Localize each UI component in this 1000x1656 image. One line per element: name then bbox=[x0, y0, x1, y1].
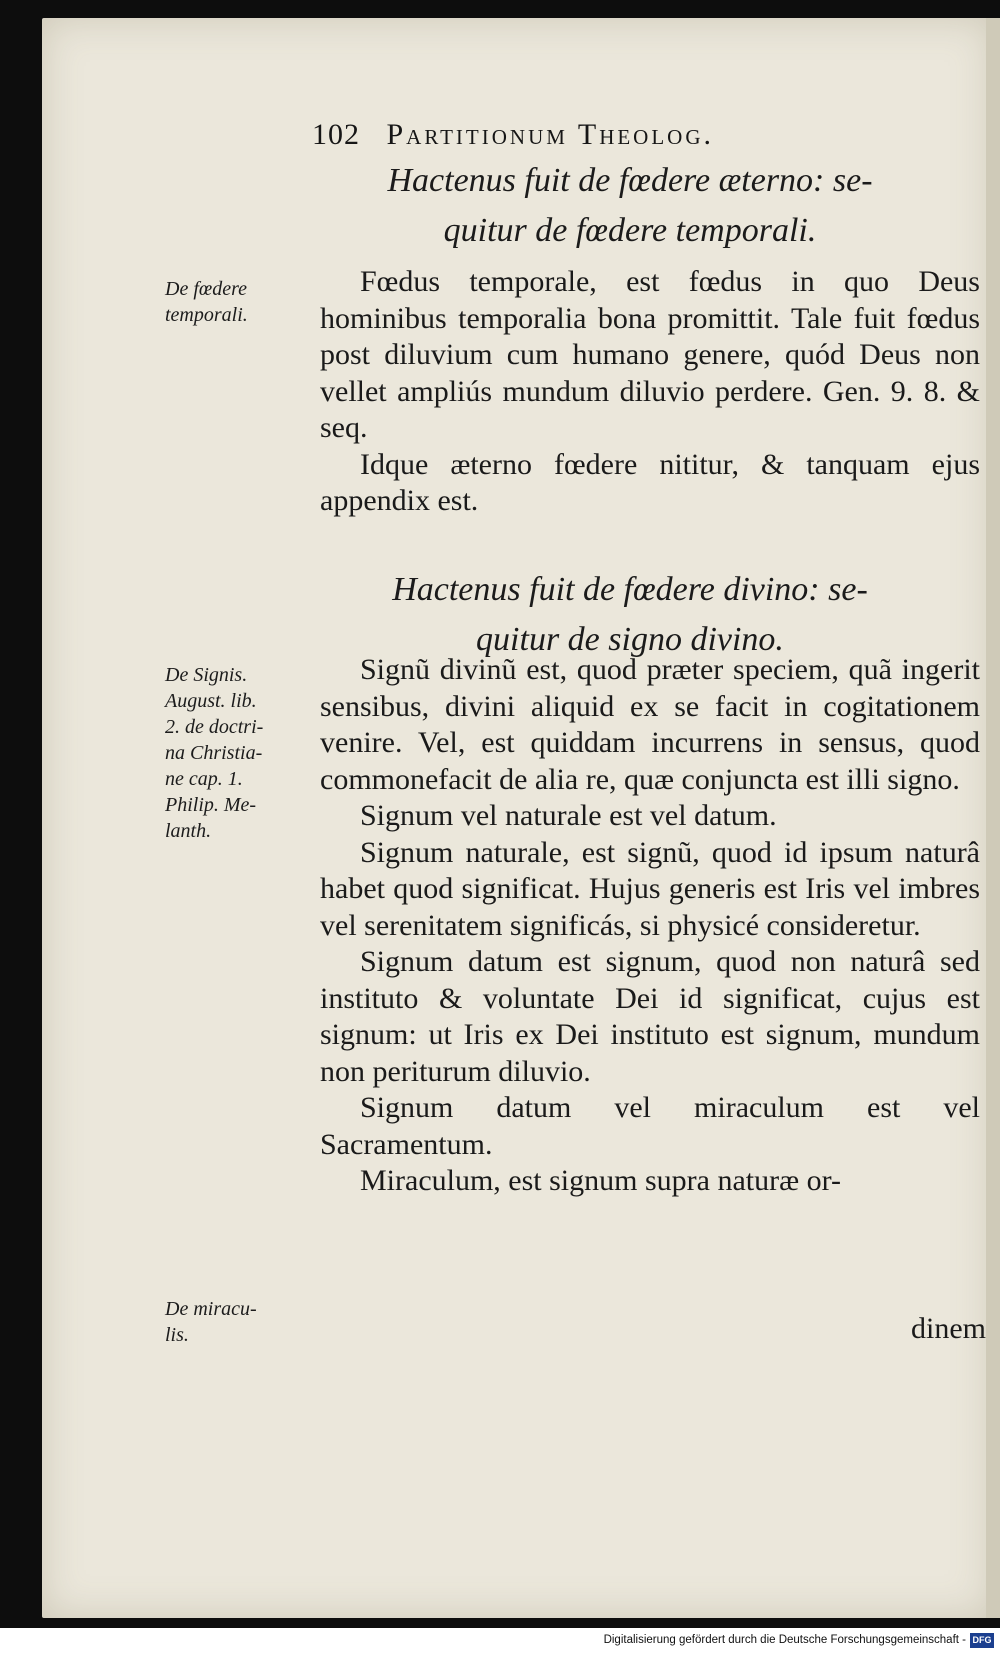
paragraph: Fœdus temporale, est fœdus in quo Deus hominibus temporalia bona promittit. Tale fuit fœdus post diluvium cum humano genere, quód Deus non vellet ampliús mundum diluvio perdere. Gen. 9. 8. & seq. bbox=[320, 265, 980, 444]
paragraph-block-1 bbox=[320, 264, 980, 520]
paragraph: Signũ divinũ est, quod præter speciem, quã ingerit sensibus, divini aliquid ex se facit in cogitationem venire. Vel, est quiddam incurrens in sensus, quod commonefacit de alia re, quæ conjuncta est illi signo. bbox=[320, 653, 980, 796]
paragraph: Signum datum est signum, quod non naturâ sed instituto & voluntate Dei id significat, cujus est signum: ut Iris ex Dei instituto est signum, mundum non periturum diluvio. bbox=[320, 945, 980, 1088]
catchword: dinem bbox=[911, 1312, 986, 1345]
margin-note-miraculis: De miracu- lis. bbox=[165, 1298, 257, 1346]
margin-note-signis: De Signis. August. lib. 2. de doctri- na Christia- ne cap. 1. Philip. Me- lanth. bbox=[165, 664, 264, 842]
footer-bar bbox=[0, 1628, 1000, 1656]
paragraph: Signum datum vel miraculum est vel Sacramentum. bbox=[320, 1091, 980, 1161]
margin-note-foedere: De fœdere temporali. bbox=[165, 278, 248, 326]
paragraph-block-2 bbox=[320, 652, 980, 1200]
dfg-logo-icon: DFG bbox=[970, 1633, 994, 1648]
running-title: Partitionum Theolog. bbox=[386, 118, 715, 151]
paragraph: Signum vel naturale est vel datum. bbox=[360, 799, 777, 832]
section-heading-1: Hactenus fuit de fœdere æterno: se- quitur de fœdere temporali. bbox=[387, 162, 873, 249]
running-header bbox=[312, 118, 952, 152]
paragraph: Idque æterno fœdere nititur, & tanquam ejus appendix est. bbox=[320, 447, 980, 517]
paragraph: Signum naturale, est signũ, quod id ipsum naturâ habet quod significat. Hujus generis est Iris vel imbres vel serenitatem significás, si physicé consideretur. bbox=[320, 835, 980, 942]
paragraph: Miraculum, est signum supra naturæ or- bbox=[360, 1164, 841, 1197]
page-number: 102 bbox=[312, 118, 360, 151]
footer-credit: Digitalisierung gefördert durch die Deutsche Forschungsgemeinschaft - bbox=[603, 1634, 966, 1646]
page-edge bbox=[986, 18, 1000, 1618]
section-heading-2: Hactenus fuit de fœdere divino: se- quitur de signo divino. bbox=[392, 571, 868, 658]
